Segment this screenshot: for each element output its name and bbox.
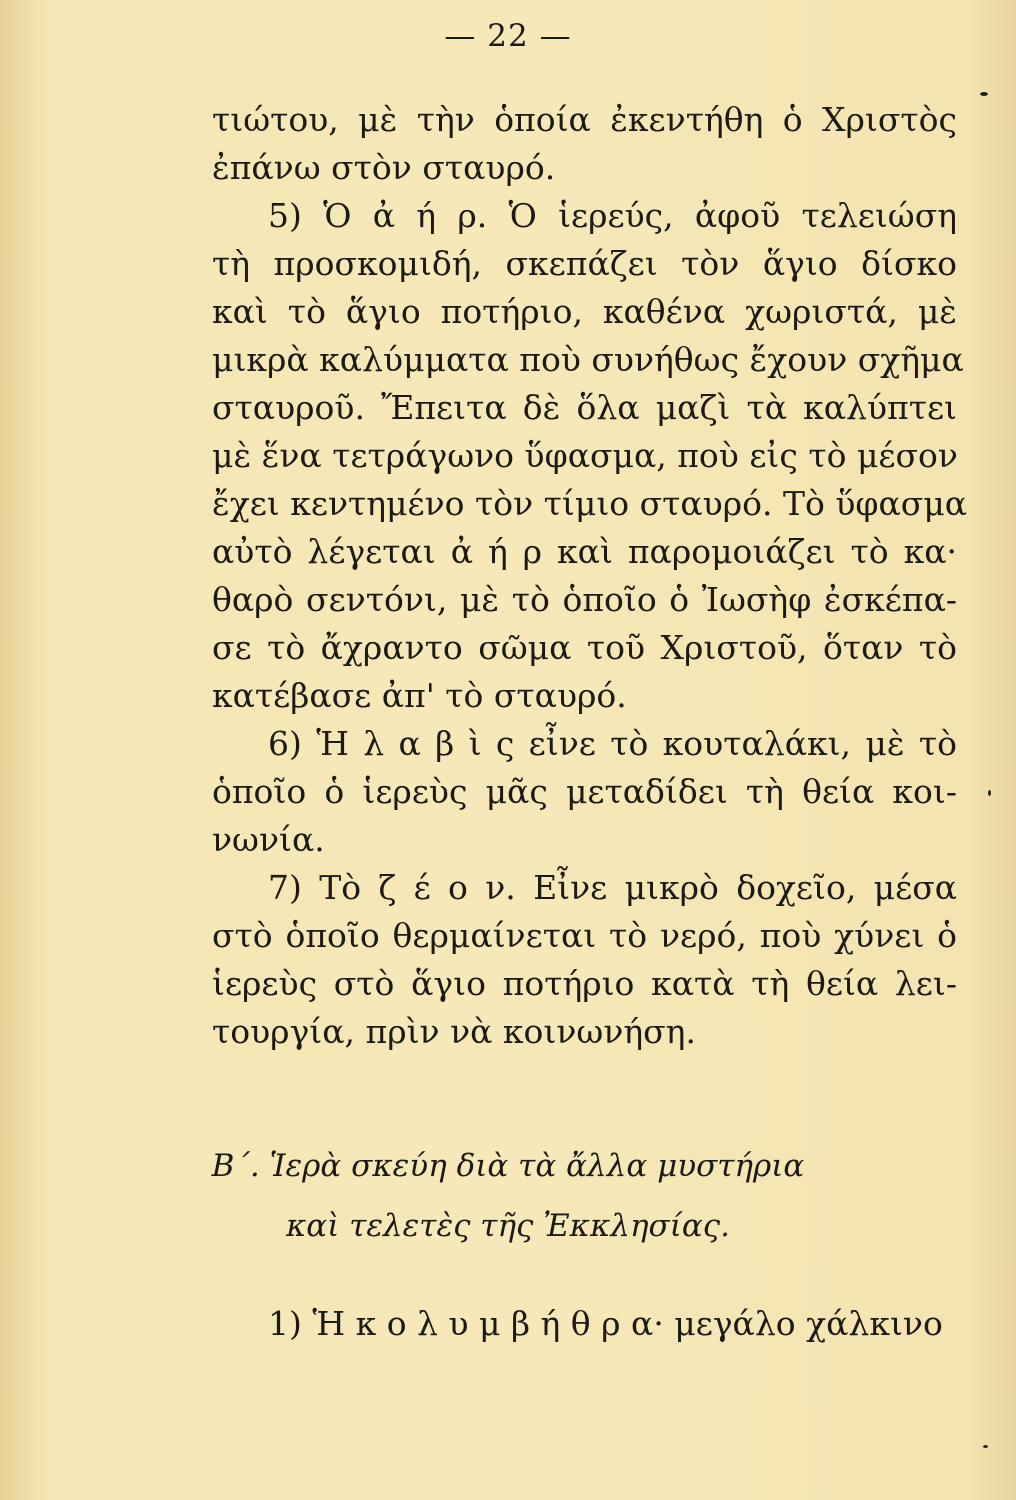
text-line: στὸ ὁποῖο θερμαίνεται τὸ νερό, ποὺ χύνει ὁ xyxy=(212,916,957,955)
text-line: μὲ ἕνα τετράγωνο ὕφασμα, ποὺ εἰς τὸ μέσον xyxy=(212,436,958,475)
text-line: ἱερεὺς στὸ ἅγιο ποτήριο κατὰ τὴ θεία λει- xyxy=(212,964,957,1003)
page-number: — 22 — xyxy=(444,18,572,54)
paragraph-fragment xyxy=(212,96,957,192)
ink-speck xyxy=(983,1445,988,1448)
text-line: κατέβασε ἀπ' τὸ σταυρό. xyxy=(212,676,627,715)
text-line: νωνία. xyxy=(212,820,325,859)
text-line: αὐτὸ λέγεται ἀ ή ρ καὶ παρομοιάζει τὸ κα· xyxy=(212,532,957,571)
ink-speck xyxy=(988,790,991,796)
text-line: ἔχει κεντημένο τὸν τίμιο σταυρό. Τὸ ὕφασμα xyxy=(212,484,968,523)
text-line: 6) Ἡ λ α β ὶ ς εἶνε τὸ κουταλάκι, μὲ τὸ xyxy=(268,724,957,763)
text-line: σταυροῦ. Ἔπειτα δὲ ὅλα μαζὶ τὰ καλύπτει xyxy=(212,388,957,427)
text-line: τουργία, πρὶν νὰ κοινωνήση. xyxy=(212,1012,696,1051)
section-heading-line: Β΄. Ἱερὰ σκεύη διὰ τὰ ἄλλα μυστήρια xyxy=(211,1148,805,1184)
text-line: ἐπάνω στὸν σταυρό. xyxy=(212,148,556,187)
paragraph-zeon xyxy=(212,864,957,1056)
text-line: 5) Ὁ ἀ ή ρ. Ὁ ἱερεύς, ἀφοῦ τελειώση xyxy=(268,196,957,235)
text-line: καὶ τὸ ἅγιο ποτήριο, καθένα χωριστά, μὲ xyxy=(212,292,957,331)
section-heading xyxy=(0,1136,1016,1256)
text-line: τὴ προσκομιδή, σκεπάζει τὸν ἅγιο δίσκο xyxy=(212,244,957,283)
text-line: σε τὸ ἄχραντο σῶμα τοῦ Χριστοῦ, ὅταν τὸ xyxy=(212,628,957,667)
ink-speck xyxy=(980,92,988,96)
text-line: 1) Ἡ κ ο λ υ μ β ή θ ρ α· μεγάλο χάλκινο xyxy=(268,1304,943,1343)
paragraph-aer xyxy=(212,192,968,720)
text-line: 7) Τὸ ζ έ ο ν. Εἶνε μικρὸ δοχεῖο, μέσα xyxy=(268,868,957,907)
text-line: θαρὸ σεντόνι, μὲ τὸ ὁποῖο ὁ Ἰωσὴφ ἐσκέπα- xyxy=(212,580,957,619)
text-line: ὁποῖο ὁ ἱερεὺς μᾶς μεταδίδει τὴ θεία κοι- xyxy=(212,772,957,811)
section-heading-line: καὶ τελετὲς τῆς Ἐκκλησίας. xyxy=(285,1208,731,1244)
text-line: μικρὰ καλύμματα ποὺ συνήθως ἔχουν σχῆμα xyxy=(212,340,964,379)
paragraph-lavis xyxy=(212,720,957,864)
text-line: τιώτου, μὲ τὴν ὁποία ἐκεντήθη ὁ Χριστὸς xyxy=(212,100,957,139)
